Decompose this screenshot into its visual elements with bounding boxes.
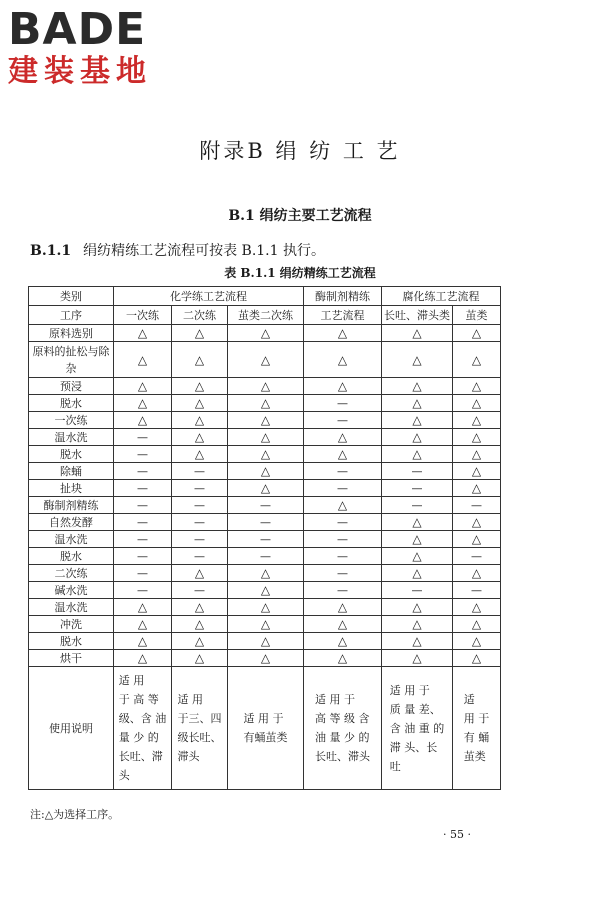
process-step: 原料选别 — [29, 325, 114, 342]
logo-wordmark: BADE — [8, 4, 147, 55]
usage-line: 适 用 于 — [389, 683, 430, 697]
page-number: · 55 · — [443, 828, 471, 841]
process-step: 酶制剂精练 — [29, 497, 114, 514]
selected-step-mark: △ — [453, 650, 501, 667]
table-row — [29, 548, 501, 565]
usage-line: 长吐、滞 — [118, 750, 163, 763]
process-step: 脱水 — [29, 633, 114, 650]
not-applicable-mark: — — [114, 514, 172, 531]
usage-line: 级长吐、 — [177, 731, 222, 744]
selected-step-mark: △ — [453, 565, 501, 582]
clause-number: B.1.1 — [30, 243, 72, 259]
appendix-title: 附录B 绢 纺 工 艺 — [199, 139, 401, 163]
usage-cell — [228, 667, 304, 790]
not-applicable-mark: — — [304, 480, 382, 497]
not-applicable-mark: — — [228, 514, 304, 531]
selected-step-mark: △ — [172, 633, 228, 650]
selected-step-mark: △ — [304, 342, 382, 378]
selected-step-mark: △ — [114, 650, 172, 667]
table-row — [29, 497, 501, 514]
selected-step-mark: △ — [172, 565, 228, 582]
table-row — [29, 395, 501, 412]
process-step: 冲洗 — [29, 616, 114, 633]
selected-step-mark: △ — [228, 378, 304, 395]
process-step: 碱水洗 — [29, 582, 114, 599]
selected-step-mark: △ — [228, 582, 304, 599]
selected-step-mark: △ — [304, 446, 382, 463]
selected-step-mark: △ — [382, 565, 453, 582]
selected-step-mark: △ — [172, 395, 228, 412]
selected-step-mark: △ — [382, 599, 453, 616]
not-applicable-mark: — — [228, 497, 304, 514]
not-applicable-mark: — — [304, 565, 382, 582]
not-applicable-mark: — — [172, 548, 228, 565]
table-caption: 表 B.1.1 绢纺精练工艺流程 — [224, 266, 376, 280]
selected-step-mark: △ — [114, 395, 172, 412]
table-row — [29, 325, 501, 342]
not-applicable-mark: — — [453, 497, 501, 514]
selected-step-mark: △ — [453, 412, 501, 429]
selected-step-mark: △ — [382, 429, 453, 446]
logo-subtitle: 建装基地 — [8, 54, 152, 89]
selected-step-mark: △ — [382, 531, 453, 548]
selected-step-mark: △ — [228, 463, 304, 480]
table-row — [29, 565, 501, 582]
usage-line: 质 量 差、 — [389, 702, 441, 716]
selected-step-mark: △ — [382, 633, 453, 650]
table-note: 注:△为选择工序。 — [30, 808, 120, 821]
selected-step-mark: △ — [228, 325, 304, 342]
selected-step-mark: △ — [172, 650, 228, 667]
usage-row — [29, 667, 501, 790]
selected-step-mark: △ — [114, 633, 172, 650]
selected-step-mark: △ — [114, 616, 172, 633]
selected-step-mark: △ — [172, 616, 228, 633]
selected-step-mark: △ — [382, 616, 453, 633]
process-step: 扯块 — [29, 480, 114, 497]
selected-step-mark: △ — [172, 342, 228, 378]
header-retting-group: 腐化练工艺流程 — [382, 287, 501, 306]
header-category: 类别 — [29, 287, 114, 306]
table-row — [29, 582, 501, 599]
selected-step-mark: △ — [114, 378, 172, 395]
clause-text: 绢纺精练工艺流程可按表 B.1.1 执行。 — [83, 243, 325, 259]
not-applicable-mark: — — [114, 463, 172, 480]
selected-step-mark: △ — [228, 395, 304, 412]
selected-step-mark: △ — [114, 325, 172, 342]
subheader-cell: 二次练 — [172, 306, 228, 325]
not-applicable-mark: — — [304, 412, 382, 429]
process-step: 脱水 — [29, 446, 114, 463]
selected-step-mark: △ — [172, 378, 228, 395]
not-applicable-mark: — — [114, 497, 172, 514]
selected-step-mark: △ — [304, 378, 382, 395]
selected-step-mark: △ — [453, 599, 501, 616]
selected-step-mark: △ — [453, 463, 501, 480]
usage-text — [390, 681, 445, 776]
selected-step-mark: △ — [304, 429, 382, 446]
usage-cell — [304, 667, 382, 790]
not-applicable-mark: — — [453, 582, 501, 599]
not-applicable-mark: — — [382, 582, 453, 599]
usage-line: 适 用 于 — [243, 712, 284, 725]
table-row — [29, 429, 501, 446]
selected-step-mark: △ — [304, 633, 382, 650]
selected-step-mark: △ — [382, 650, 453, 667]
selected-step-mark: △ — [382, 325, 453, 342]
subheader-cell: 茧类二次练 — [228, 306, 304, 325]
subheader-cell: 一次练 — [114, 306, 172, 325]
usage-line: 吐 — [389, 759, 401, 773]
process-step: 除蛹 — [29, 463, 114, 480]
usage-line: 级、含 油 — [118, 712, 167, 725]
selected-step-mark: △ — [228, 480, 304, 497]
usage-line: 滞头 — [177, 750, 200, 763]
usage-line: 滞 头、长 — [389, 740, 438, 754]
not-applicable-mark: — — [172, 480, 228, 497]
selected-step-mark: △ — [453, 378, 501, 395]
not-applicable-mark: — — [114, 446, 172, 463]
subheader-cell: 长吐、滞头类 — [382, 306, 453, 325]
usage-line: 适 用 — [177, 693, 203, 706]
selected-step-mark: △ — [304, 497, 382, 514]
process-step: 自然发酵 — [29, 514, 114, 531]
table-row — [29, 378, 501, 395]
selected-step-mark: △ — [304, 616, 382, 633]
selected-step-mark: △ — [228, 616, 304, 633]
not-applicable-mark: — — [453, 548, 501, 565]
process-step: 烘干 — [29, 650, 114, 667]
selected-step-mark: △ — [453, 429, 501, 446]
usage-line: 适 — [463, 693, 475, 706]
selected-step-mark: △ — [172, 325, 228, 342]
selected-step-mark: △ — [453, 480, 501, 497]
not-applicable-mark: — — [382, 463, 453, 480]
table-row — [29, 446, 501, 463]
selected-step-mark: △ — [453, 395, 501, 412]
logo — [8, 6, 178, 90]
usage-text — [244, 709, 288, 747]
subheader-cell: 茧类 — [453, 306, 501, 325]
usage-line: 有蛹茧类 — [243, 731, 288, 744]
table-row — [29, 633, 501, 650]
not-applicable-mark: — — [172, 514, 228, 531]
subheader-row — [29, 306, 501, 325]
process-step: 原料的扯松与除杂 — [29, 342, 114, 378]
selected-step-mark: △ — [382, 514, 453, 531]
selected-step-mark: △ — [453, 325, 501, 342]
selected-step-mark: △ — [453, 531, 501, 548]
selected-step-mark: △ — [382, 342, 453, 378]
table-row — [29, 463, 501, 480]
not-applicable-mark: — — [304, 514, 382, 531]
header-chemical-group: 化学练工艺流程 — [114, 287, 304, 306]
not-applicable-mark: — — [304, 463, 382, 480]
not-applicable-mark: — — [304, 395, 382, 412]
not-applicable-mark: — — [304, 531, 382, 548]
selected-step-mark: △ — [382, 395, 453, 412]
usage-cell — [172, 667, 228, 790]
selected-step-mark: △ — [453, 446, 501, 463]
usage-line: 用 于 — [463, 712, 490, 725]
selected-step-mark: △ — [172, 599, 228, 616]
process-step: 温水洗 — [29, 531, 114, 548]
not-applicable-mark: — — [172, 463, 228, 480]
selected-step-mark: △ — [228, 429, 304, 446]
table-row — [29, 412, 501, 429]
selected-step-mark: △ — [382, 412, 453, 429]
not-applicable-mark: — — [172, 582, 228, 599]
usage-line: 于 高 等 — [118, 693, 159, 706]
selected-step-mark: △ — [382, 548, 453, 565]
process-step: 脱水 — [29, 548, 114, 565]
header-row — [29, 287, 501, 306]
table-row — [29, 342, 501, 378]
process-step: 二次练 — [29, 565, 114, 582]
selected-step-mark: △ — [114, 412, 172, 429]
usage-cell — [382, 667, 453, 790]
not-applicable-mark: — — [114, 582, 172, 599]
usage-text — [119, 671, 167, 785]
selected-step-mark: △ — [172, 412, 228, 429]
usage-line: 含 油 重 的 — [389, 721, 445, 735]
selected-step-mark: △ — [453, 633, 501, 650]
usage-line: 量 少 的 — [118, 731, 159, 744]
usage-line: 高 等 级 含 — [315, 712, 370, 725]
table-row — [29, 616, 501, 633]
not-applicable-mark: — — [228, 548, 304, 565]
process-step: 温水洗 — [29, 599, 114, 616]
selected-step-mark: △ — [304, 650, 382, 667]
not-applicable-mark: — — [114, 548, 172, 565]
selected-step-mark: △ — [114, 342, 172, 378]
section-heading: B.1 绢纺主要工艺流程 — [228, 208, 372, 224]
selected-step-mark: △ — [453, 342, 501, 378]
not-applicable-mark: — — [114, 429, 172, 446]
process-table — [28, 286, 501, 790]
selected-step-mark: △ — [228, 633, 304, 650]
not-applicable-mark: — — [382, 497, 453, 514]
usage-line: 适 用 于 — [315, 693, 355, 706]
table-row — [29, 480, 501, 497]
selected-step-mark: △ — [228, 650, 304, 667]
selected-step-mark: △ — [114, 599, 172, 616]
not-applicable-mark: — — [304, 582, 382, 599]
selected-step-mark: △ — [172, 446, 228, 463]
subheader-cell: 工艺流程 — [304, 306, 382, 325]
usage-line: 头 — [118, 769, 130, 782]
table-row — [29, 599, 501, 616]
usage-line: 长吐、滞头 — [315, 750, 370, 763]
not-applicable-mark: — — [172, 531, 228, 548]
not-applicable-mark: — — [114, 480, 172, 497]
selected-step-mark: △ — [304, 599, 382, 616]
selected-step-mark: △ — [228, 599, 304, 616]
process-step: 一次练 — [29, 412, 114, 429]
usage-line: 有 蛹 — [463, 731, 490, 744]
usage-cell — [453, 667, 501, 790]
not-applicable-mark: — — [172, 497, 228, 514]
process-step: 脱水 — [29, 395, 114, 412]
not-applicable-mark: — — [228, 531, 304, 548]
selected-step-mark: △ — [228, 342, 304, 378]
subheader-cell: 工序 — [29, 306, 114, 325]
process-step: 温水洗 — [29, 429, 114, 446]
header-enzyme: 酶制剂精练 — [304, 287, 382, 306]
selected-step-mark: △ — [453, 616, 501, 633]
usage-line: 适 用 — [118, 674, 145, 687]
not-applicable-mark: — — [114, 565, 172, 582]
usage-line: 油 量 少 的 — [315, 731, 370, 744]
usage-text — [315, 690, 370, 766]
clause-paragraph — [30, 240, 325, 260]
table-row — [29, 531, 501, 548]
selected-step-mark: △ — [304, 325, 382, 342]
selected-step-mark: △ — [382, 446, 453, 463]
usage-text — [178, 690, 222, 766]
process-step: 预浸 — [29, 378, 114, 395]
selected-step-mark: △ — [228, 565, 304, 582]
selected-step-mark: △ — [382, 378, 453, 395]
selected-step-mark: △ — [228, 446, 304, 463]
usage-line: 茧类 — [463, 750, 486, 763]
not-applicable-mark: — — [304, 548, 382, 565]
not-applicable-mark: — — [114, 531, 172, 548]
selected-step-mark: △ — [453, 514, 501, 531]
not-applicable-mark: — — [382, 480, 453, 497]
selected-step-mark: △ — [172, 429, 228, 446]
usage-line: 于三、四 — [177, 712, 222, 725]
selected-step-mark: △ — [228, 412, 304, 429]
usage-cell — [114, 667, 172, 790]
usage-label: 使用说明 — [29, 667, 114, 790]
usage-text — [464, 690, 490, 766]
table-row — [29, 514, 501, 531]
table-row — [29, 650, 501, 667]
